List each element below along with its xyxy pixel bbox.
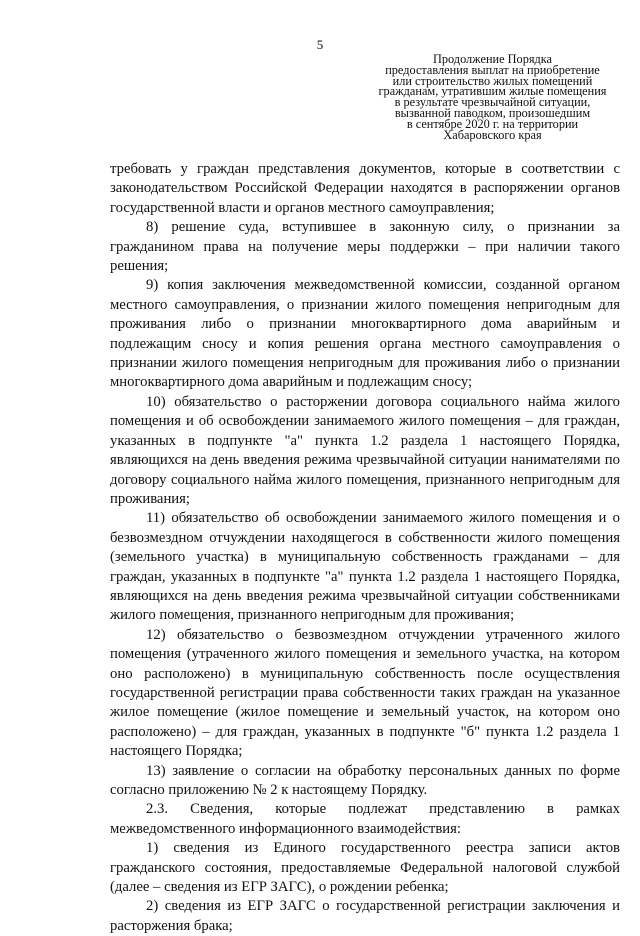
paragraph: 12) обязательство о безвозмездном отчуждении утраченного жилого помещения (утраченного жилого помещения и земельного участка, на котором оно расположено) в муниципальную собственность после осуществления государственной регистрации права собственности таких граждан на указанное жилое помещение (жилое помещение и земельный участок, на котором оно расположено) – для граждан, указанных в подпункте "б" пункта 1.2 раздела 1 настоящего Порядка; [110, 626, 620, 760]
header-line: предоставления выплат на приобретение [385, 62, 600, 77]
paragraph: 2) сведения из ЕГР ЗАГС о государственной регистрации заключения и расторжения брака; [110, 898, 620, 934]
paragraph: 8) решение суда, вступившее в законную силу, о признании за гражданином права на получение меры поддержки – при наличии такого решения; [110, 219, 620, 275]
paragraph: 9) копия заключения межведомственной комиссии, созданной органом местного самоуправления, о признании жилого помещения непригодным для проживания либо о признании многоквартирного дома аварийным и подлежащим сносу и копия решения органа местного самоуправления о признании жилого помещения непригодным для проживания либо о признании многоквартирного дома аварийным и подлежащим сносу; [110, 277, 620, 391]
header-line: в результате чрезвычайной ситуации, [394, 95, 591, 110]
header-line: гражданам, утратившим жилые помещения [378, 84, 607, 99]
header-line: вызванной паводком, произошедшим [394, 105, 591, 120]
paragraph: 10) обязательство о расторжении договора социального найма жилого помещения и об освобождении занимаемого жилого помещения – для граждан, указанных в подпункте "а" пункта 1.2 раздела 1 настоящего Порядка, являющихся на день введения режима чрезвычайной ситуации нанимателями по договору социального найма жилого помещения, признанного непригодным для проживания; [110, 393, 620, 507]
document-header [365, 54, 620, 140]
page-number: 5 [316, 37, 324, 52]
document-body [110, 160, 620, 936]
paragraph: 1) сведения из Единого государственного реестра записи актов гражданского состояния, предоставляемые Федеральной налоговой службой (далее – сведения из ЕГР ЗАГС), о рождении ребенка; [110, 840, 620, 896]
header-line: Хабаровского края [443, 127, 542, 142]
header-line: или строительство жилых помещений [392, 73, 593, 88]
paragraph: 13) заявление о согласии на обработку персональных данных по форме согласно приложению № 2 к настоящему Порядку. [110, 762, 620, 798]
paragraph: 2.3. Сведения, которые подлежат представлению в рамках межведомственного информационного взаимодействия: [110, 801, 620, 837]
header-line: в сентябре 2020 г. на территории [406, 116, 579, 131]
paragraph: требовать у граждан представления документов, которые в соответствии с законодательством Российской Федерации находятся в распоряжении органов государственной власти и органов местного самоуправления; [110, 161, 620, 216]
header-line: Продолжение Порядка [432, 52, 553, 66]
paragraph: 11) обязательство об освобождении занимаемого жилого помещения и о безвозмездном отчуждении находящегося в собственности жилого помещения (земельного участка) в муниципальную собственность гражданами – для граждан, указанных в подпункте "а" пункта 1.2 раздела 1 настоящего Порядка, являющихся на день введения режима чрезвычайной ситуации собственниками жилого помещения, признанного непригодным для проживания; [110, 510, 620, 624]
